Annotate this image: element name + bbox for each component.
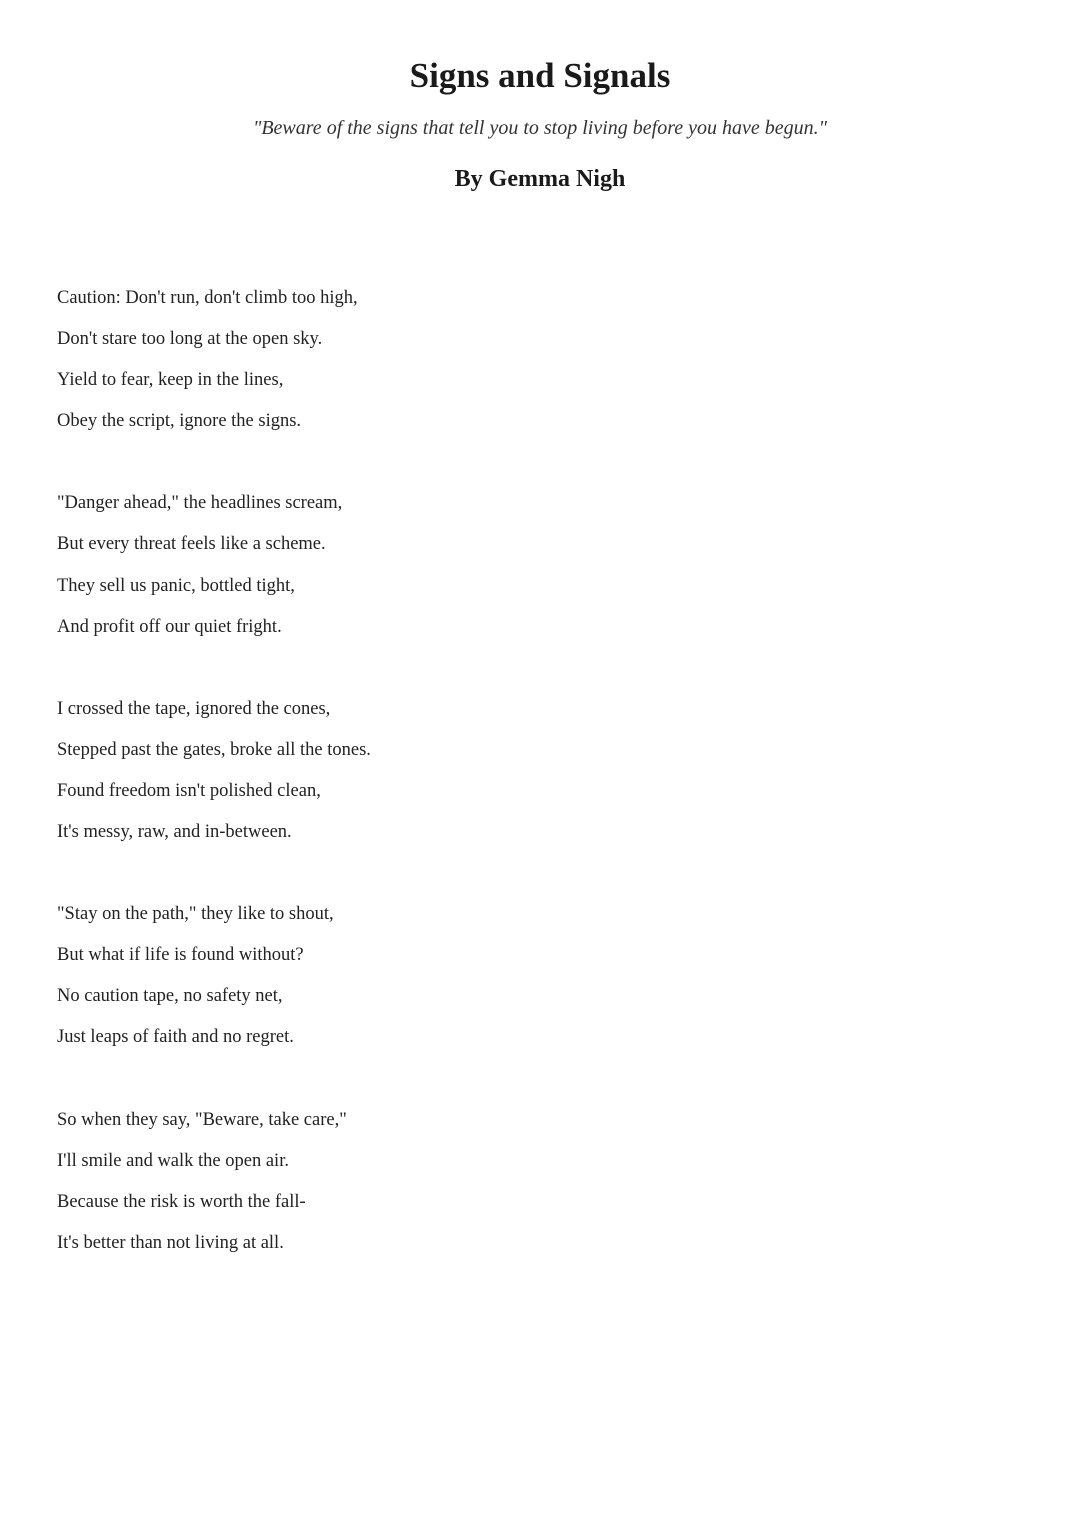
poem-line: So when they say, "Beware, take care," (57, 1109, 347, 1130)
epigraph-quote: "Beware of the signs that tell you to stop living before you have begun." (252, 117, 828, 139)
author-byline: By Gemma Nigh (454, 166, 626, 192)
poem-line: No caution tape, no safety net, (57, 986, 283, 1007)
poem-line: But every threat feels like a scheme. (57, 534, 326, 555)
poem-line: Obey the script, ignore the signs. (57, 411, 302, 432)
poem-line: Found freedom isn't polished clean, (57, 780, 321, 801)
poem-line: It's better than not living at all. (57, 1232, 284, 1253)
stanza-3 (57, 689, 957, 853)
poem-line: Caution: Don't run, don't climb too high, (57, 288, 358, 308)
poem-line: But what if life is found without? (57, 945, 304, 966)
poem-line: Because the risk is worth the fall- (57, 1191, 306, 1212)
poem-line: Stepped past the gates, broke all the tones. (57, 739, 371, 760)
poem-line: I crossed the tape, ignored the cones, (57, 698, 331, 719)
stanza-2 (57, 483, 957, 647)
poem-line: Yield to fear, keep in the lines, (57, 370, 284, 391)
poem-line: And profit off our quiet fright. (57, 616, 282, 637)
poem-line: It's messy, raw, and in-between. (57, 822, 292, 843)
stanza-4 (57, 894, 957, 1058)
poem-line: "Danger ahead," the headlines scream, (57, 493, 343, 514)
stanza-1 (57, 278, 957, 442)
poem-title: Signs and Signals (409, 56, 671, 95)
poem-line: I'll smile and walk the open air. (57, 1150, 289, 1171)
poem-line: They sell us panic, bottled tight, (57, 575, 295, 596)
poem-line: Don't stare too long at the open sky. (57, 329, 323, 350)
poem-line: "Stay on the path," they like to shout, (57, 904, 334, 925)
poem-line: Just leaps of faith and no regret. (57, 1027, 294, 1048)
poem-body (57, 278, 957, 1305)
stanza-5 (57, 1100, 957, 1264)
